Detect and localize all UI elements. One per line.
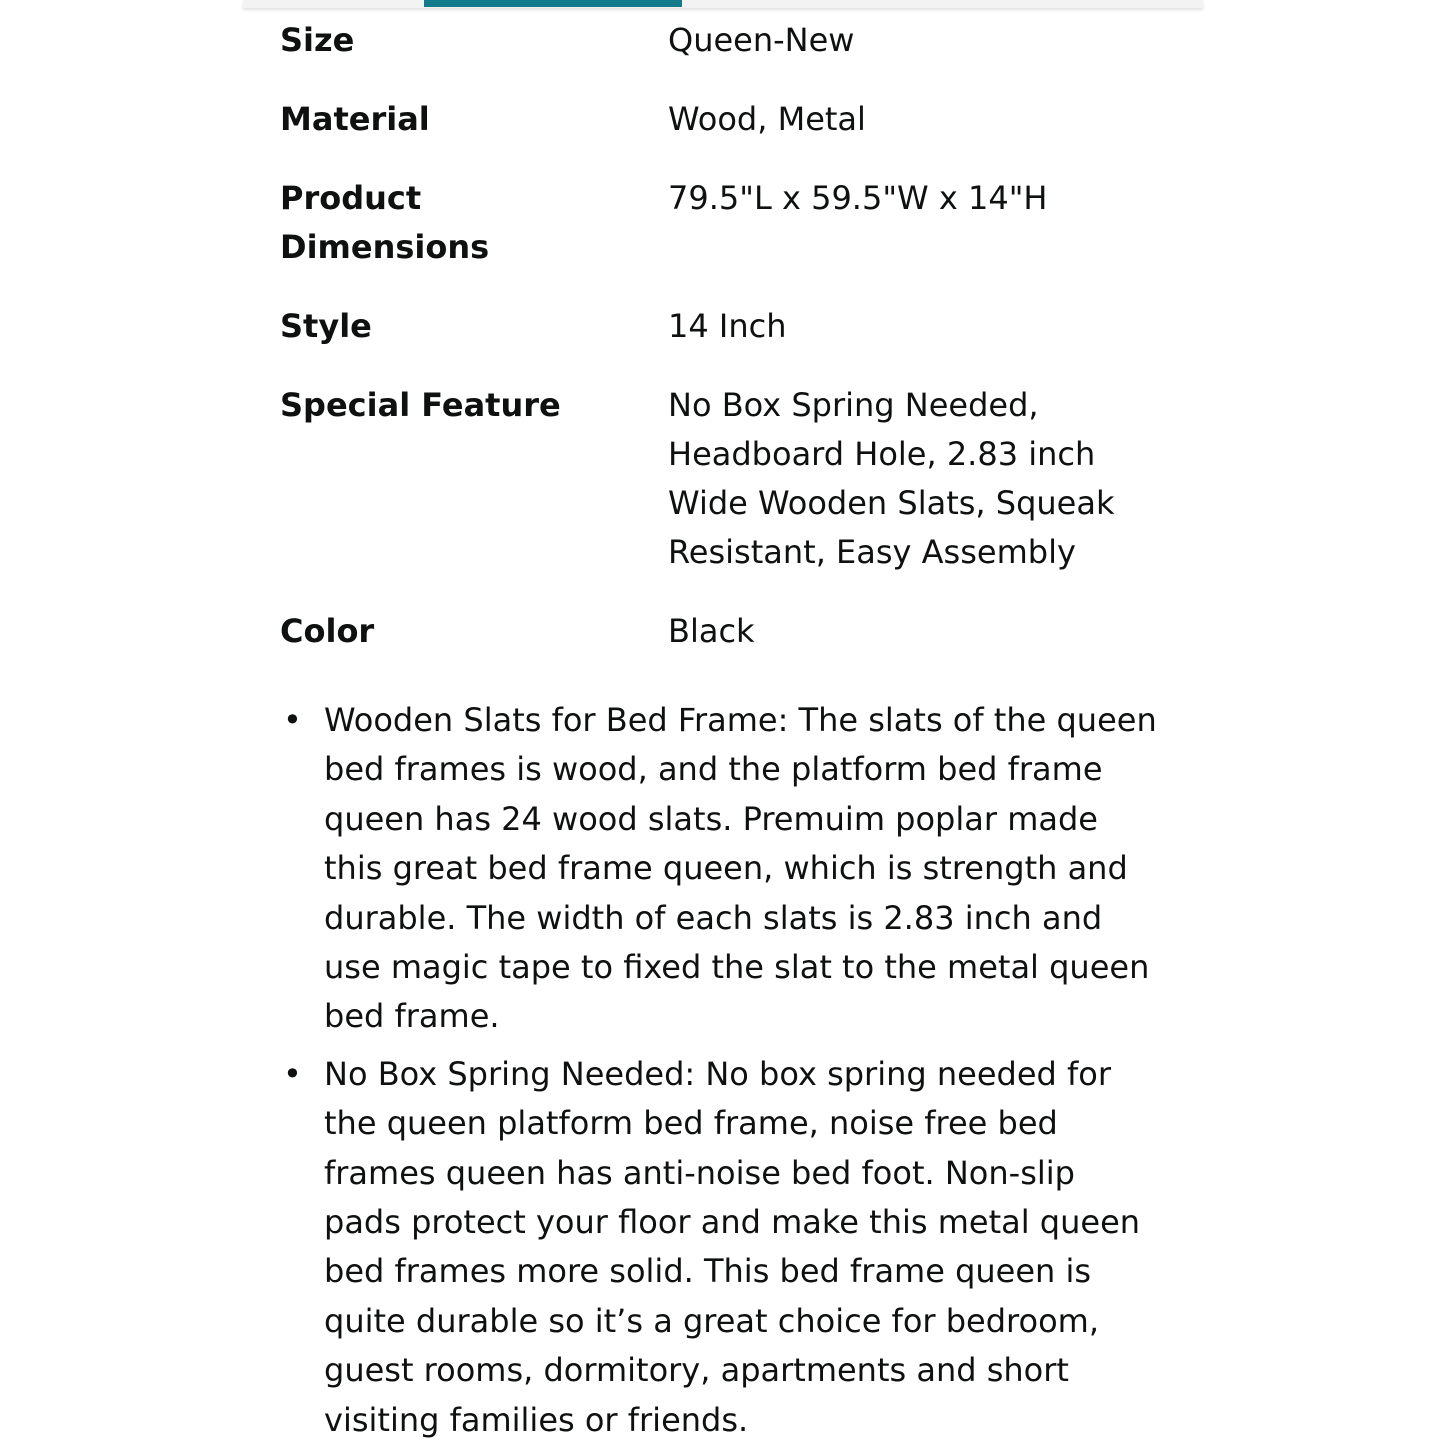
spec-value-special-feature: No Box Spring Needed, Headboard Hole, 2.83 inch Wide Wooden Slats, Squeak Resistant, Easy Assembly [668, 386, 1115, 571]
feature-bullet-list [280, 696, 1160, 1453]
spec-value-color: Black [668, 612, 755, 650]
spec-row-dimensions [280, 174, 1160, 302]
bullet-dot-icon: • [283, 1054, 302, 1093]
spec-value-material: Wood, Metal [668, 100, 866, 138]
spec-row-style [280, 302, 1160, 381]
feature-bullet [280, 696, 1160, 1042]
feature-bullet-text: Wooden Slats for Bed Frame: The slats of the queen bed frames is wood, and the platform bed frame queen has 24 wood slats. Premuim poplar made this great bed frame queen, which is strength and durable. The width of each slats is 2.83 inch and use magic tape to fixed the slat to the metal queen bed frame. [324, 701, 1157, 1036]
spec-label-special-feature: Special Feature [280, 386, 561, 424]
product-spec-table [280, 16, 1160, 677]
feature-bullet-text: No Box Spring Needed: No box spring needed for the queen platform bed frame, noise free bed frames queen has anti-noise bed foot. Non-slip pads protect your floor and make this metal queen bed frames more solid. This bed frame queen is quite durable so it’s a great choice for bedroom, guest rooms, dormitory, apartments and short visiting families or friends. [324, 1054, 1141, 1439]
spec-label-material: Material [280, 100, 430, 138]
spec-row-special-feature [280, 381, 1160, 607]
spec-value-size: Queen-New [668, 21, 855, 59]
spec-value-dimensions: 79.5"L x 59.5"W x 14"H [668, 179, 1048, 217]
spec-row-material [280, 95, 1160, 174]
spec-label-style: Style [280, 307, 372, 345]
spec-label-color: Color [280, 612, 375, 650]
feature-bullet [280, 1050, 1160, 1445]
spec-row-size [280, 16, 1160, 95]
product-details-panel [243, 0, 1203, 1445]
tab-bar [243, 0, 1203, 8]
spec-value-style: 14 Inch [668, 307, 787, 345]
spec-row-color [280, 607, 1160, 677]
spec-label-dimensions: Product Dimensions [280, 179, 490, 266]
spec-label-size: Size [280, 21, 355, 59]
active-tab-indicator[interactable] [424, 0, 682, 7]
bullet-dot-icon: • [283, 701, 302, 739]
